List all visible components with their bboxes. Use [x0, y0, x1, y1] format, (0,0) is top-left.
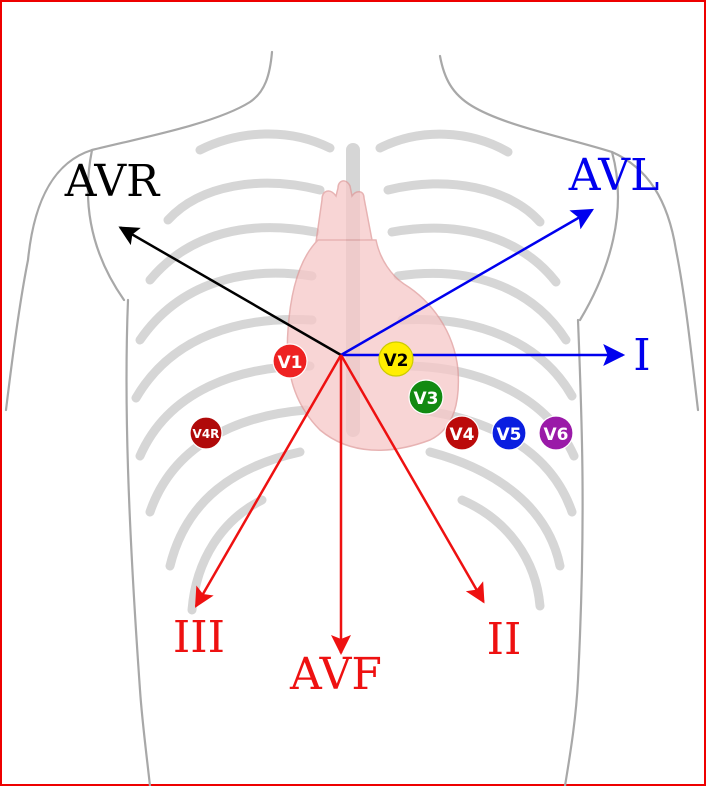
electrode-v5-label: V5 — [496, 425, 522, 445]
electrode-v2-label: V2 — [383, 351, 409, 371]
electrode-v2 — [379, 342, 413, 376]
electrode-v5 — [492, 416, 526, 450]
avf-label: AVF — [290, 649, 382, 700]
iii-label: III — [172, 612, 226, 663]
electrode-v6 — [539, 416, 573, 450]
electrode-v3 — [409, 380, 443, 414]
avr-label: AVR — [64, 156, 160, 207]
electrode-v4-label: V4 — [449, 425, 475, 445]
electrode-v4r-label: V4R — [192, 427, 220, 441]
electrode-v4r — [190, 417, 222, 449]
electrode-v1-label: V1 — [277, 353, 303, 373]
electrode-v4 — [445, 416, 479, 450]
avl-label: AVL — [568, 150, 660, 201]
i-label: I — [633, 330, 651, 381]
electrode-v3-label: V3 — [413, 389, 439, 409]
electrode-v6-label: V6 — [543, 425, 569, 445]
ii-label: II — [486, 614, 522, 665]
electrode-v1 — [273, 344, 307, 378]
